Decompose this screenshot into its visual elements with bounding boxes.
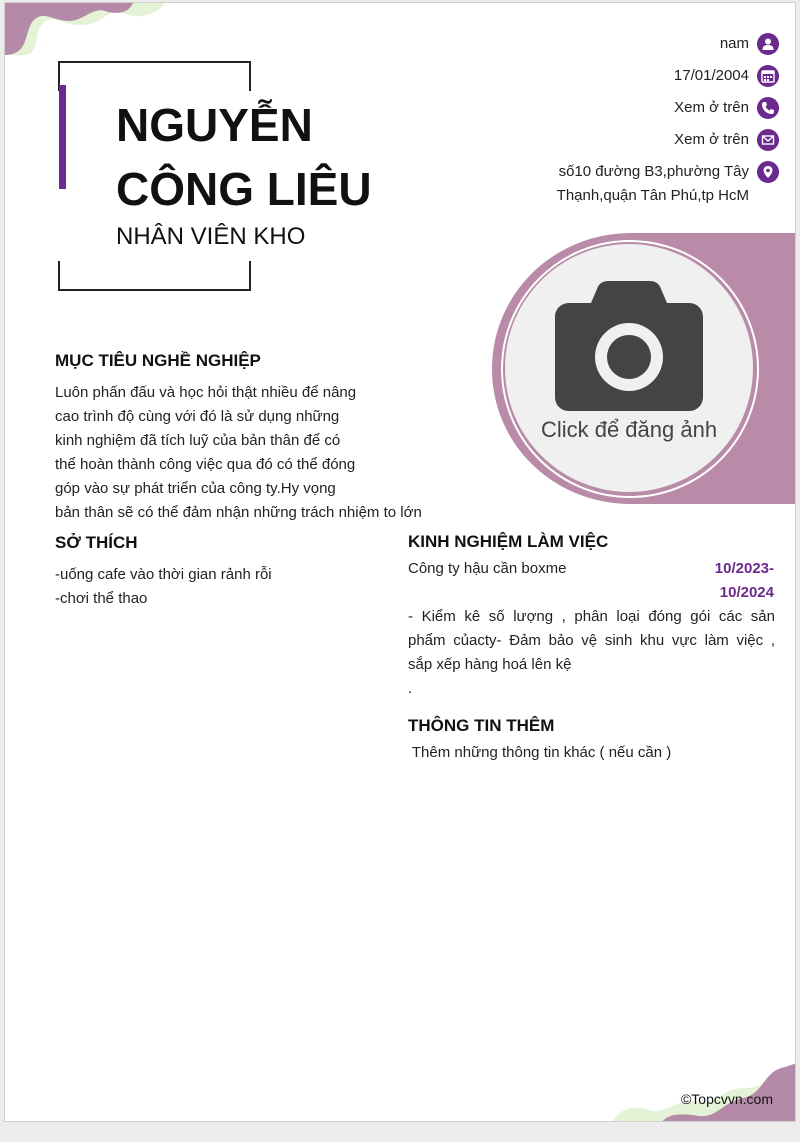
objective-line: kinh nghiệm đã tích luỹ của bản thân để có: [55, 432, 341, 449]
objective-heading: MỤC TIÊU NGHỀ NGHIỆP: [55, 351, 261, 370]
contact-phone[interactable]: [419, 96, 749, 120]
experience-desc-line: sắp xếp hàng hoá lên kệ: [408, 656, 572, 673]
hobbies-heading: SỞ THÍCH: [55, 533, 138, 552]
date-start: 10/2023-: [714, 560, 774, 577]
experience-desc-line: phẩm củacty- Đảm bảo vệ sinh khu vực làm việc ,: [408, 632, 775, 649]
contact-email[interactable]: [419, 128, 749, 152]
hobby-item: -chơi thể thao: [55, 590, 148, 607]
cv-page: [4, 2, 796, 1122]
experience-date[interactable]: [684, 557, 774, 605]
contact-address[interactable]: [419, 160, 749, 208]
address-line-1: số10 đường B3,phường Tây: [558, 163, 749, 180]
top-left-blob: [5, 3, 165, 63]
name-line-1: NGUYỄN: [116, 99, 313, 151]
mail-icon: [757, 129, 779, 151]
name-accent-bar: [59, 85, 66, 189]
objective-line: góp vào sự phát triển của công ty.Hy vọng: [55, 480, 336, 497]
job-title[interactable]: NHÂN VIÊN KHO: [116, 223, 306, 250]
objective-line: Luôn phấn đấu và học hỏi thật nhiều để nâng: [55, 384, 357, 401]
objective-line: thể hoàn thành công việc qua đó có thể đóng: [55, 456, 356, 473]
email-text: Xem ở trên: [674, 131, 749, 148]
footer-brand[interactable]: ©Topcvvn.com: [680, 1091, 773, 1107]
name-line-2: CÔNG LIÊU: [116, 163, 372, 215]
phone-text: Xem ở trên: [674, 99, 749, 116]
contact-birthday[interactable]: [419, 64, 749, 88]
gender-text: nam: [719, 35, 749, 52]
contact-gender[interactable]: [419, 32, 749, 56]
bottom-right-blob: [613, 1058, 796, 1122]
address-line-2: Thạnh,quận Tân Phú,tp HcM: [556, 187, 749, 204]
experience-heading: KINH NGHIỆM LÀM VIỆC: [408, 532, 609, 551]
hobby-item: -uống cafe vào thời gian rảnh rỗi: [55, 566, 272, 583]
camera-icon: [555, 281, 703, 411]
date-end: 10/2024: [719, 584, 774, 601]
user-icon: [757, 33, 779, 55]
phone-icon: [757, 97, 779, 119]
additional-text[interactable]: Thêm những thông tin khác ( nếu cần ): [408, 744, 672, 761]
photo-upload-label[interactable]: Click để đăng ảnh: [540, 417, 718, 442]
experience-desc-line: - Kiểm kê số lượng , phân loại đóng gói các sản: [408, 608, 775, 625]
objective-line: bản thân sẽ có thể đảm nhận những trách nhiệm to lớn: [55, 504, 422, 521]
experience-description[interactable]: [408, 605, 775, 701]
hobbies-list[interactable]: [55, 563, 375, 611]
objective-line: cao trình độ cùng với đó là sử dụng những: [55, 408, 340, 425]
experience-desc-dot: .: [408, 680, 413, 697]
objective-text[interactable]: [55, 381, 475, 525]
location-icon: [757, 161, 779, 183]
birthday-text: 17/01/2004: [673, 67, 749, 84]
full-name[interactable]: [116, 93, 372, 221]
calendar-icon: [757, 65, 779, 87]
additional-heading: THÔNG TIN THÊM: [408, 716, 555, 735]
experience-company[interactable]: Công ty hậu cần boxme: [408, 560, 567, 577]
